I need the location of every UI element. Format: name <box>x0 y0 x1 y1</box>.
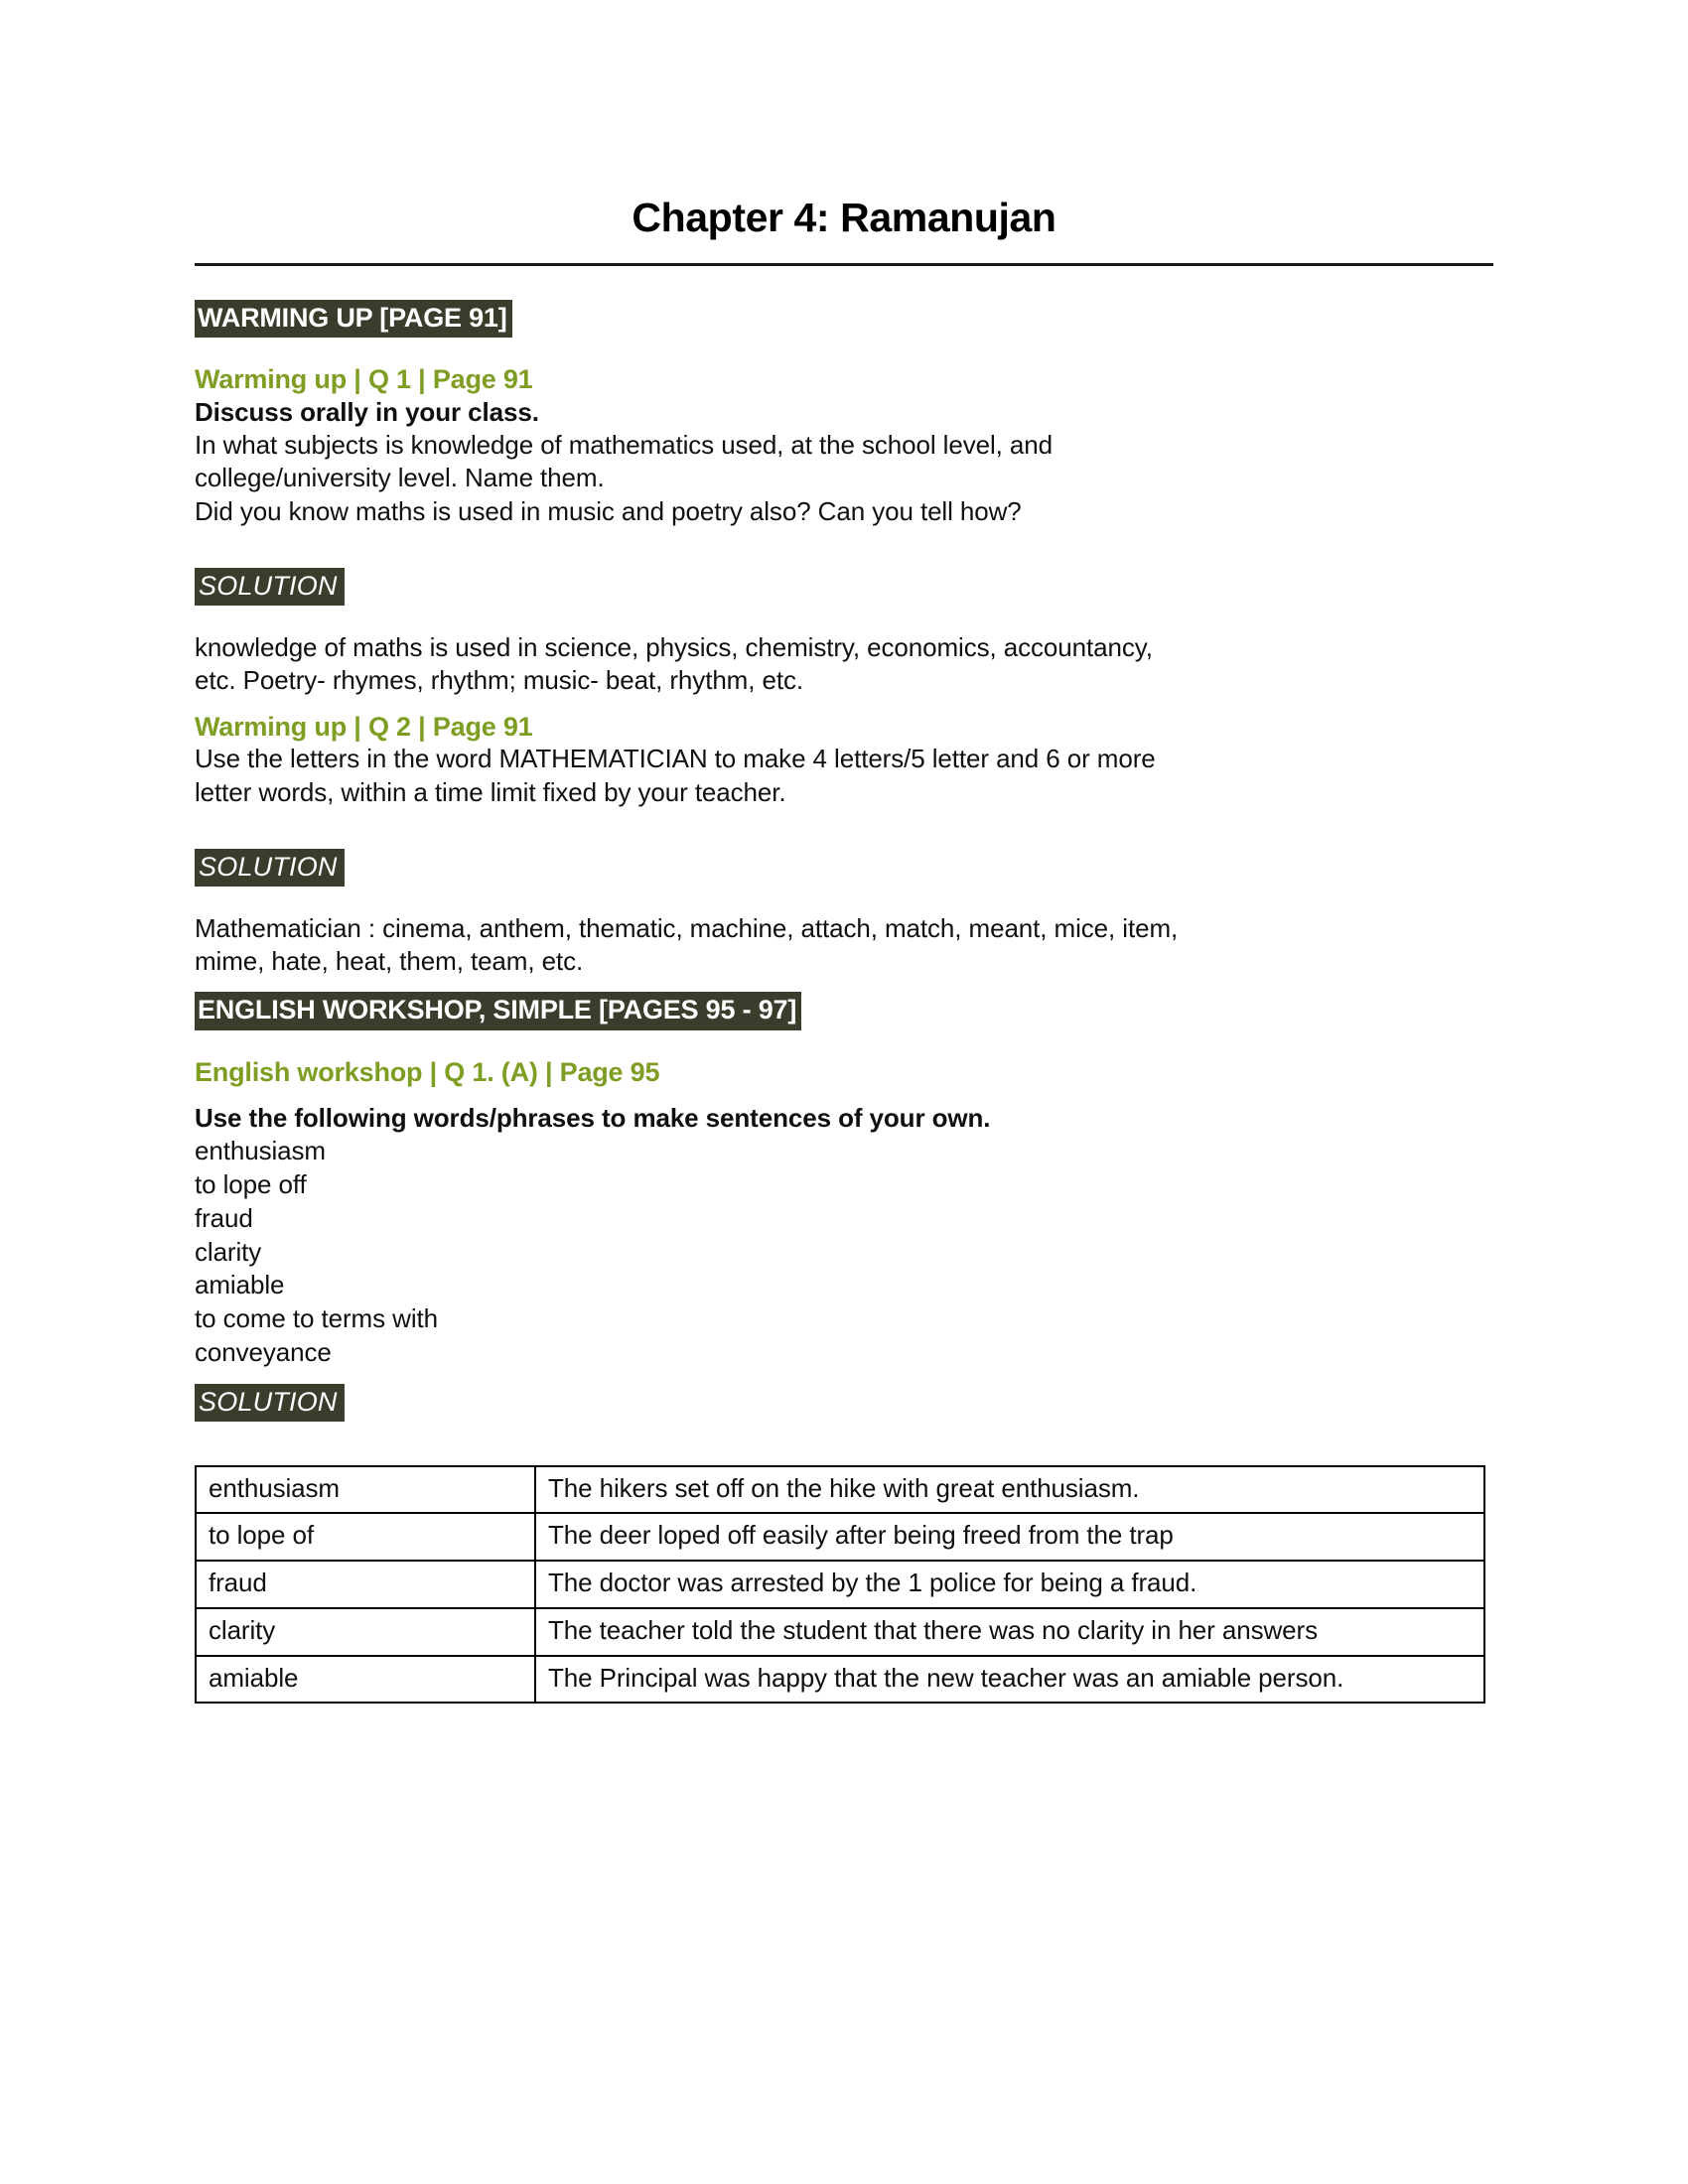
table-cell-sentence: The hikers set off on the hike with great enthusiasm. <box>535 1466 1484 1514</box>
solution-block-workshop-q1a <box>195 1384 1493 1422</box>
question-prompt-bold-workshop-q1a: Use the following words/phrases to make sentences of your own. <box>195 1102 991 1133</box>
document-content <box>195 0 1493 1704</box>
table-cell-sentence: The teacher told the student that there was no clarity in her answers <box>535 1608 1484 1656</box>
table-row <box>196 1656 1484 1704</box>
question-prompt-bold-warming-q1: Discuss orally in your class. <box>195 396 539 427</box>
question-block-warming-q2 <box>195 711 1493 809</box>
solution-line: mime, hate, heat, them, team, etc. <box>195 946 584 977</box>
section-warming-up <box>195 300 1493 338</box>
table-cell-sentence: The deer loped off easily after being freed from the trap <box>535 1513 1484 1561</box>
table-cell-sentence: The Principal was happy that the new teacher was an amiable person. <box>535 1656 1484 1704</box>
sentences-table <box>195 1465 1485 1705</box>
question-heading-warming-q1: Warming up | Q 1 | Page 91 <box>195 364 533 395</box>
table-cell-sentence: The doctor was arrested by the 1 police for being a fraud. <box>535 1561 1484 1608</box>
table-cell-word: clarity <box>196 1608 535 1656</box>
question-block-workshop-q1a <box>195 1056 1493 1370</box>
solution-block-warming-q1 <box>195 568 1493 697</box>
table-row <box>196 1561 1484 1608</box>
table-cell-word: fraud <box>196 1561 535 1608</box>
table-row <box>196 1466 1484 1514</box>
word-list-item: to lope off <box>195 1169 307 1200</box>
word-list-item: enthusiasm <box>195 1136 326 1166</box>
question-heading-workshop-q1a: English workshop | Q 1. (A) | Page 95 <box>195 1056 660 1087</box>
word-list-item: conveyance <box>195 1337 332 1368</box>
table-cell-word: enthusiasm <box>196 1466 535 1514</box>
table-row <box>196 1608 1484 1656</box>
section-banner-english-workshop: ENGLISH WORKSHOP, SIMPLE [PAGES 95 - 97] <box>195 992 801 1029</box>
solution-block-warming-q2 <box>195 849 1493 978</box>
question-prompt-line: Did you know maths is used in music and poetry also? Can you tell how? <box>195 495 1022 526</box>
table-row <box>196 1513 1484 1561</box>
solution-line: etc. Poetry- rhymes, rhythm; music- beat, rhythm, etc. <box>195 664 803 695</box>
question-heading-warming-q2: Warming up | Q 2 | Page 91 <box>195 712 533 743</box>
section-banner-warming-up: WARMING UP [PAGE 91] <box>195 300 512 338</box>
word-list-item: fraud <box>195 1202 253 1233</box>
table-cell-word: amiable <box>196 1656 535 1704</box>
word-list-item: to come to terms with <box>195 1303 438 1334</box>
question-prompt-line: college/university level. Name them. <box>195 463 605 493</box>
question-block-warming-q1 <box>195 363 1493 527</box>
question-prompt-line: In what subjects is knowledge of mathematics used, at the school level, and <box>195 429 1053 460</box>
question-prompt-line: letter words, within a time limit fixed by your teacher. <box>195 776 786 807</box>
question-prompt-line: Use the letters in the word MATHEMATICIAN to make 4 letters/5 letter and 6 or more <box>195 744 1156 774</box>
table-cell-word: to lope of <box>196 1513 535 1561</box>
solution-line: Mathematician : cinema, anthem, thematic, machine, attach, match, meant, mice, item, <box>195 912 1179 943</box>
word-list-item: amiable <box>195 1270 285 1300</box>
page-title: Chapter 4: Ramanujan <box>632 195 1056 240</box>
solution-label: SOLUTION <box>195 1384 345 1422</box>
title-divider <box>195 263 1493 266</box>
solution-line: knowledge of maths is used in science, physics, chemistry, economics, accountancy, <box>195 631 1153 662</box>
solution-label: SOLUTION <box>195 568 345 606</box>
word-list-item: clarity <box>195 1236 262 1267</box>
solution-label: SOLUTION <box>195 849 345 887</box>
section-english-workshop <box>195 992 1493 1029</box>
